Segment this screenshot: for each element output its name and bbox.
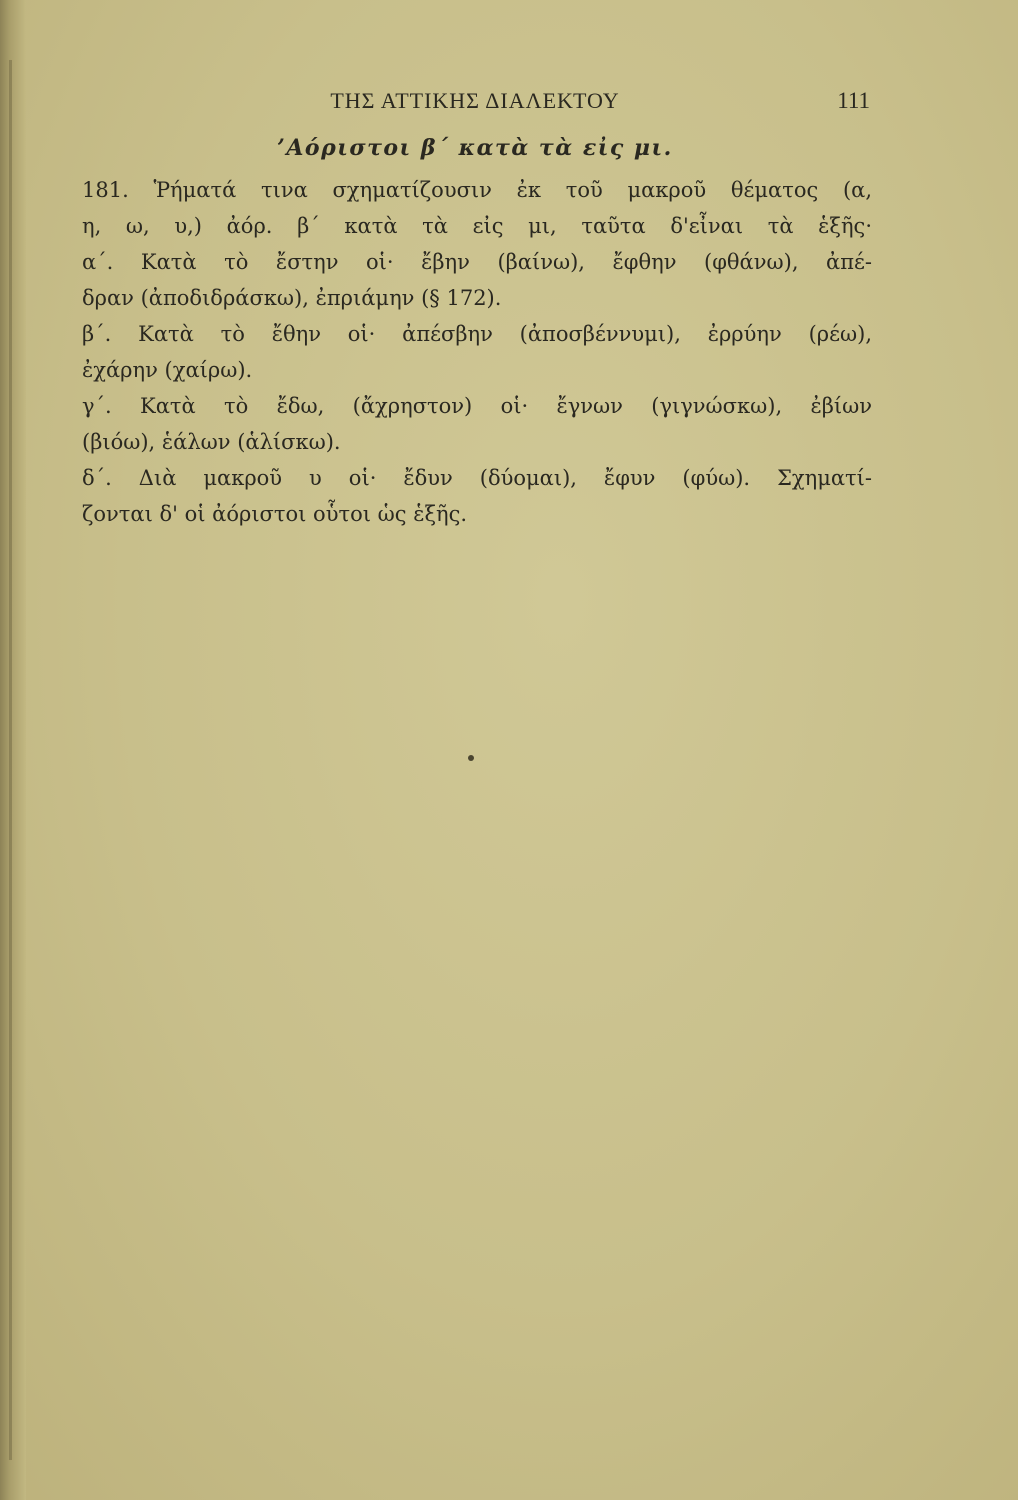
- text-line-9: δ΄. Διὰ μακροῦ υ οἱ· ἔδυν (δύομαι), ἔφυν (φύω). Σχηματί-: [82, 466, 872, 490]
- text-line-1: 181. Ῥήματά τινα σχηματίζουσιν ἐκ τοῦ μακροῦ θέματος (α,: [82, 178, 872, 202]
- page-number: 111: [837, 88, 870, 113]
- text-line-3: α΄. Κατὰ τὸ ἔστην οἱ· ἔβην (βαίνω), ἔφθην (φθάνω), ἀπέ-: [82, 250, 872, 274]
- running-head: [80, 88, 870, 120]
- text-line-8: (βιόω), ἑάλων (ἁλίσκω).: [82, 430, 341, 454]
- text-line-5: β΄. Κατὰ τὸ ἔθην οἱ· ἀπέσβην (ἀποσβέννυμι), ἐρρύην (ρέω),: [82, 322, 872, 346]
- text-line-6: ἐχάρην (χαίρω).: [82, 358, 253, 382]
- text-line-4: δραν (ἀποδιδράσκω), ἐπριάμην (§ 172).: [82, 286, 502, 310]
- page-spine-shadow: [0, 0, 26, 1500]
- body-text: [82, 172, 872, 532]
- running-title: ΤΗΣ ΑΤΤΙΚΗΣ ΔΙΑΛΕΚΤΟΥ: [330, 88, 620, 113]
- spine-line: [9, 60, 12, 1460]
- text-line-2: η, ω, υ,) ἀόρ. β΄ κατὰ τὰ εἰς μι, ταῦτα δ'εἶναι τὰ ἑξῆς·: [82, 214, 872, 238]
- paper-speck: [468, 755, 474, 761]
- text-line-7: γ΄. Κατὰ τὸ ἔδω, (ἄχρηστον) οἱ· ἔγνων (γιγνώσκω), ἐβίων: [82, 394, 872, 418]
- text-line-10: ζονται δ' οἱ ἀόριστοι οὗτοι ὡς ἑξῆς.: [82, 502, 468, 526]
- section-heading: ’Αόριστοι β΄ κατὰ τὰ εἰς μι.: [277, 135, 673, 161]
